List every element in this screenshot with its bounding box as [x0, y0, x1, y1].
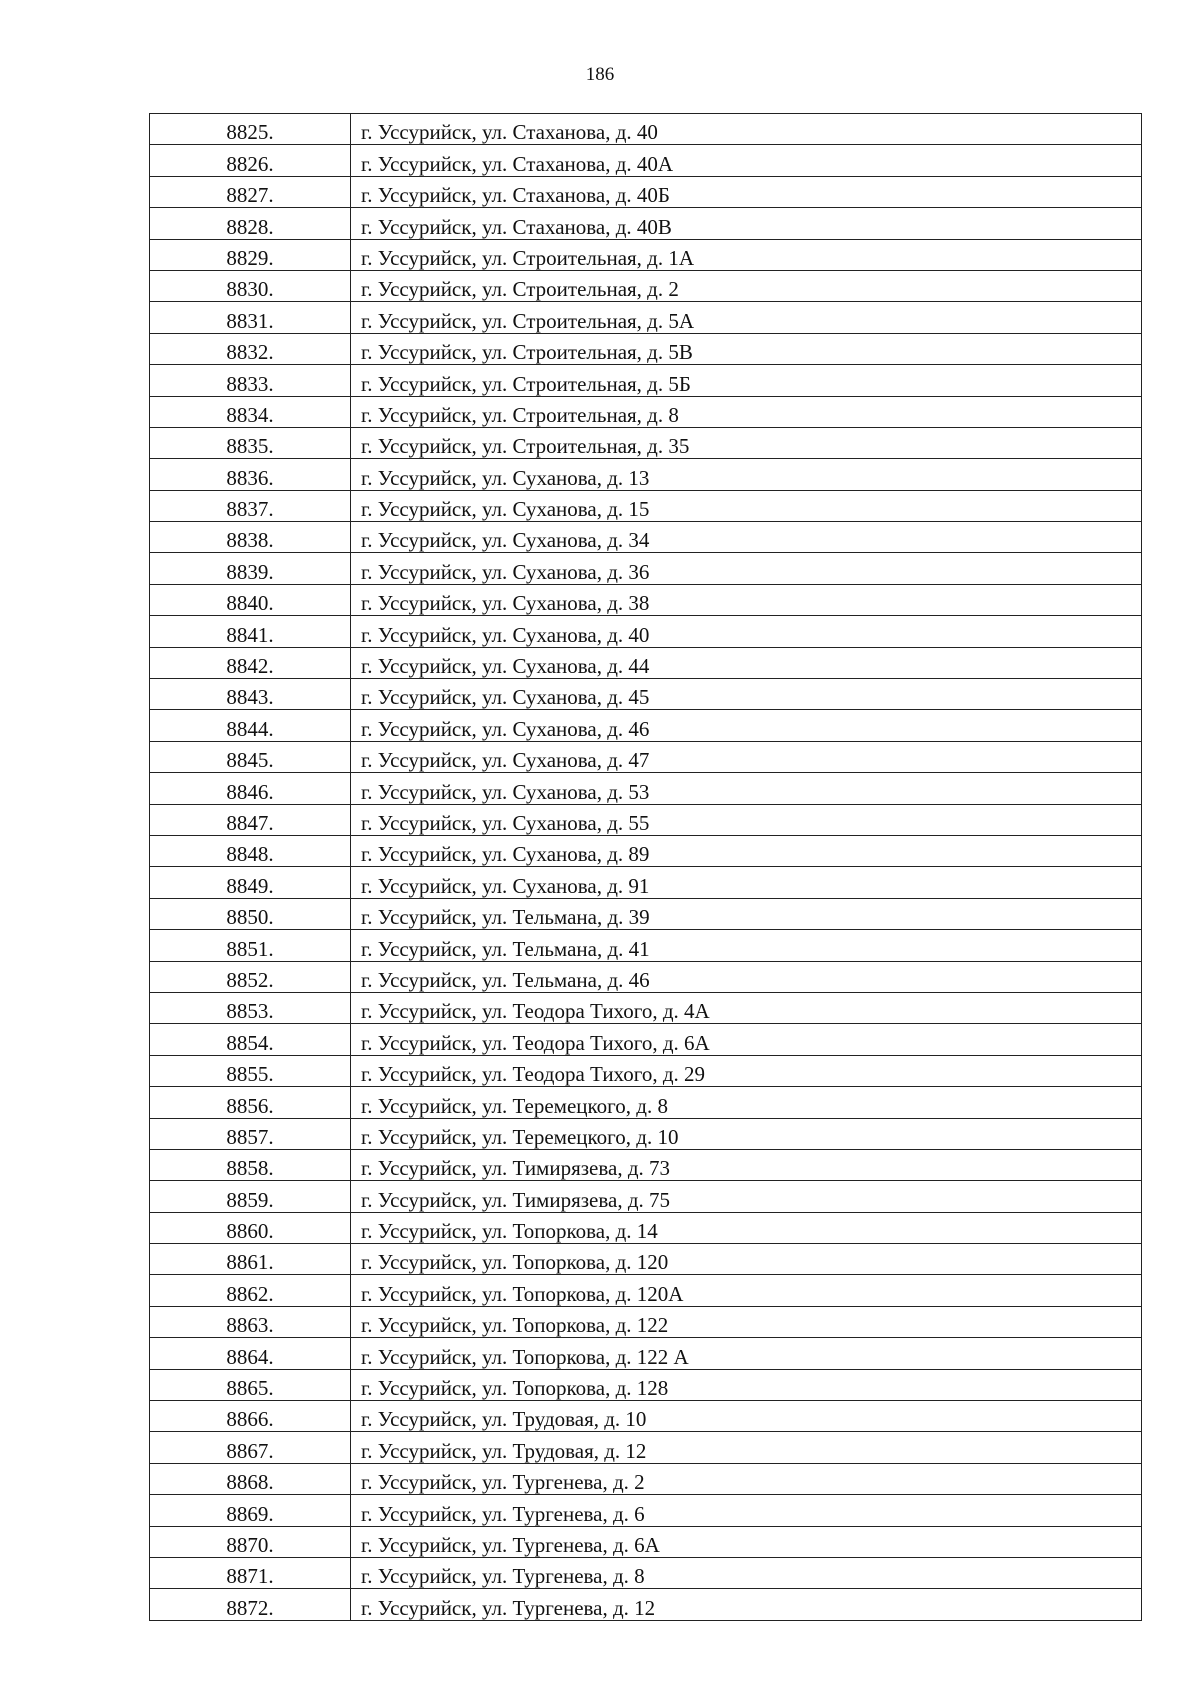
- row-number-cell: 8843.: [150, 679, 351, 710]
- address-cell: г. Уссурийск, ул. Суханова, д. 13: [351, 459, 1142, 490]
- address-cell: г. Уссурийск, ул. Теремецкого, д. 8: [351, 1087, 1142, 1118]
- row-number-cell: 8844.: [150, 710, 351, 741]
- row-number-cell: 8864.: [150, 1338, 351, 1369]
- address-table-body: [150, 114, 1142, 1621]
- table-row: [150, 584, 1142, 615]
- row-number-cell: 8841.: [150, 616, 351, 647]
- table-row: [150, 1495, 1142, 1526]
- address-cell: г. Уссурийск, ул. Суханова, д. 47: [351, 741, 1142, 772]
- table-row: [150, 333, 1142, 364]
- row-number-cell: 8832.: [150, 333, 351, 364]
- table-row: [150, 1557, 1142, 1588]
- table-row: [150, 114, 1142, 145]
- address-cell: г. Уссурийск, ул. Теремецкого, д. 10: [351, 1118, 1142, 1149]
- table-row: [150, 459, 1142, 490]
- address-cell: г. Уссурийск, ул. Тельмана, д. 46: [351, 961, 1142, 992]
- table-row: [150, 647, 1142, 678]
- address-cell: г. Уссурийск, ул. Тургенева, д. 8: [351, 1557, 1142, 1588]
- address-cell: г. Уссурийск, ул. Топоркова, д. 122 А: [351, 1338, 1142, 1369]
- row-number-cell: 8826.: [150, 145, 351, 176]
- row-number-cell: 8833.: [150, 365, 351, 396]
- row-number-cell: 8842.: [150, 647, 351, 678]
- row-number-cell: 8852.: [150, 961, 351, 992]
- address-cell: г. Уссурийск, ул. Суханова, д. 45: [351, 679, 1142, 710]
- address-cell: г. Уссурийск, ул. Суханова, д. 53: [351, 773, 1142, 804]
- table-row: [150, 804, 1142, 835]
- address-cell: г. Уссурийск, ул. Тургенева, д. 6А: [351, 1526, 1142, 1557]
- row-number-cell: 8862.: [150, 1275, 351, 1306]
- table-row: [150, 490, 1142, 521]
- table-row: [150, 992, 1142, 1023]
- row-number-cell: 8839.: [150, 553, 351, 584]
- address-cell: г. Уссурийск, ул. Строительная, д. 1А: [351, 239, 1142, 270]
- table-row: [150, 1212, 1142, 1243]
- table-row: [150, 1024, 1142, 1055]
- row-number-cell: 8834.: [150, 396, 351, 427]
- row-number-cell: 8856.: [150, 1087, 351, 1118]
- table-row: [150, 1401, 1142, 1432]
- row-number-cell: 8836.: [150, 459, 351, 490]
- table-row: [150, 1244, 1142, 1275]
- address-cell: г. Уссурийск, ул. Суханова, д. 36: [351, 553, 1142, 584]
- row-number-cell: 8866.: [150, 1401, 351, 1432]
- address-cell: г. Уссурийск, ул. Тургенева, д. 2: [351, 1463, 1142, 1494]
- row-number-cell: 8846.: [150, 773, 351, 804]
- address-cell: г. Уссурийск, ул. Топоркова, д. 122: [351, 1306, 1142, 1337]
- table-row: [150, 1526, 1142, 1557]
- address-cell: г. Уссурийск, ул. Теодора Тихого, д. 4А: [351, 992, 1142, 1023]
- address-cell: г. Уссурийск, ул. Суханова, д. 44: [351, 647, 1142, 678]
- table-row: [150, 741, 1142, 772]
- row-number-cell: 8872.: [150, 1589, 351, 1620]
- address-cell: г. Уссурийск, ул. Строительная, д. 35: [351, 427, 1142, 458]
- address-cell: г. Уссурийск, ул. Тургенева, д. 6: [351, 1495, 1142, 1526]
- address-cell: г. Уссурийск, ул. Тельмана, д. 41: [351, 930, 1142, 961]
- row-number-cell: 8828.: [150, 208, 351, 239]
- address-cell: г. Уссурийск, ул. Строительная, д. 5В: [351, 333, 1142, 364]
- address-cell: г. Уссурийск, ул. Строительная, д. 2: [351, 270, 1142, 301]
- address-cell: г. Уссурийск, ул. Тимирязева, д. 73: [351, 1149, 1142, 1180]
- table-row: [150, 1181, 1142, 1212]
- row-number-cell: 8861.: [150, 1244, 351, 1275]
- row-number-cell: 8849.: [150, 867, 351, 898]
- table-row: [150, 898, 1142, 929]
- row-number-cell: 8838.: [150, 522, 351, 553]
- address-cell: г. Уссурийск, ул. Теодора Тихого, д. 29: [351, 1055, 1142, 1086]
- address-cell: г. Уссурийск, ул. Строительная, д. 5А: [351, 302, 1142, 333]
- row-number-cell: 8847.: [150, 804, 351, 835]
- table-row: [150, 616, 1142, 647]
- address-cell: г. Уссурийск, ул. Суханова, д. 46: [351, 710, 1142, 741]
- row-number-cell: 8848.: [150, 835, 351, 866]
- table-row: [150, 1432, 1142, 1463]
- table-row: [150, 365, 1142, 396]
- address-cell: г. Уссурийск, ул. Суханова, д. 15: [351, 490, 1142, 521]
- table-row: [150, 835, 1142, 866]
- row-number-cell: 8859.: [150, 1181, 351, 1212]
- address-cell: г. Уссурийск, ул. Трудовая, д. 10: [351, 1401, 1142, 1432]
- row-number-cell: 8840.: [150, 584, 351, 615]
- address-cell: г. Уссурийск, ул. Суханова, д. 38: [351, 584, 1142, 615]
- table-row: [150, 1275, 1142, 1306]
- row-number-cell: 8851.: [150, 930, 351, 961]
- table-row: [150, 522, 1142, 553]
- address-cell: г. Уссурийск, ул. Топоркова, д. 14: [351, 1212, 1142, 1243]
- table-row: [150, 867, 1142, 898]
- table-row: [150, 553, 1142, 584]
- address-cell: г. Уссурийск, ул. Строительная, д. 5Б: [351, 365, 1142, 396]
- row-number-cell: 8857.: [150, 1118, 351, 1149]
- address-cell: г. Уссурийск, ул. Трудовая, д. 12: [351, 1432, 1142, 1463]
- table-row: [150, 1055, 1142, 1086]
- table-row: [150, 208, 1142, 239]
- row-number-cell: 8837.: [150, 490, 351, 521]
- row-number-cell: 8829.: [150, 239, 351, 270]
- row-number-cell: 8825.: [150, 114, 351, 145]
- row-number-cell: 8853.: [150, 992, 351, 1023]
- address-cell: г. Уссурийск, ул. Строительная, д. 8: [351, 396, 1142, 427]
- row-number-cell: 8845.: [150, 741, 351, 772]
- address-cell: г. Уссурийск, ул. Стаханова, д. 40А: [351, 145, 1142, 176]
- table-row: [150, 145, 1142, 176]
- address-cell: г. Уссурийск, ул. Топоркова, д. 120А: [351, 1275, 1142, 1306]
- table-row: [150, 1118, 1142, 1149]
- row-number-cell: 8867.: [150, 1432, 351, 1463]
- row-number-cell: 8827.: [150, 176, 351, 207]
- table-row: [150, 1369, 1142, 1400]
- address-cell: г. Уссурийск, ул. Суханова, д. 55: [351, 804, 1142, 835]
- row-number-cell: 8869.: [150, 1495, 351, 1526]
- address-cell: г. Уссурийск, ул. Суханова, д. 40: [351, 616, 1142, 647]
- row-number-cell: 8860.: [150, 1212, 351, 1243]
- row-number-cell: 8854.: [150, 1024, 351, 1055]
- table-row: [150, 1338, 1142, 1369]
- table-row: [150, 270, 1142, 301]
- table-row: [150, 679, 1142, 710]
- address-cell: г. Уссурийск, ул. Стаханова, д. 40Б: [351, 176, 1142, 207]
- address-cell: г. Уссурийск, ул. Стаханова, д. 40В: [351, 208, 1142, 239]
- address-cell: г. Уссурийск, ул. Тельмана, д. 39: [351, 898, 1142, 929]
- address-table: [149, 113, 1142, 1621]
- table-row: [150, 1589, 1142, 1620]
- table-row: [150, 1149, 1142, 1180]
- address-cell: г. Уссурийск, ул. Стаханова, д. 40: [351, 114, 1142, 145]
- address-cell: г. Уссурийск, ул. Тургенева, д. 12: [351, 1589, 1142, 1620]
- address-cell: г. Уссурийск, ул. Суханова, д. 34: [351, 522, 1142, 553]
- table-row: [150, 1306, 1142, 1337]
- address-cell: г. Уссурийск, ул. Топоркова, д. 128: [351, 1369, 1142, 1400]
- row-number-cell: 8835.: [150, 427, 351, 458]
- row-number-cell: 8831.: [150, 302, 351, 333]
- table-row: [150, 427, 1142, 458]
- address-cell: г. Уссурийск, ул. Теодора Тихого, д. 6А: [351, 1024, 1142, 1055]
- table-row: [150, 773, 1142, 804]
- table-row: [150, 710, 1142, 741]
- row-number-cell: 8870.: [150, 1526, 351, 1557]
- row-number-cell: 8865.: [150, 1369, 351, 1400]
- address-cell: г. Уссурийск, ул. Тимирязева, д. 75: [351, 1181, 1142, 1212]
- address-cell: г. Уссурийск, ул. Топоркова, д. 120: [351, 1244, 1142, 1275]
- table-row: [150, 176, 1142, 207]
- row-number-cell: 8850.: [150, 898, 351, 929]
- row-number-cell: 8830.: [150, 270, 351, 301]
- row-number-cell: 8855.: [150, 1055, 351, 1086]
- table-row: [150, 930, 1142, 961]
- row-number-cell: 8863.: [150, 1306, 351, 1337]
- table-row: [150, 1087, 1142, 1118]
- table-row: [150, 961, 1142, 992]
- row-number-cell: 8871.: [150, 1557, 351, 1588]
- address-cell: г. Уссурийск, ул. Суханова, д. 89: [351, 835, 1142, 866]
- page-number: 186: [585, 64, 615, 85]
- table-row: [150, 396, 1142, 427]
- row-number-cell: 8858.: [150, 1149, 351, 1180]
- address-cell: г. Уссурийск, ул. Суханова, д. 91: [351, 867, 1142, 898]
- table-row: [150, 1463, 1142, 1494]
- table-row: [150, 302, 1142, 333]
- row-number-cell: 8868.: [150, 1463, 351, 1494]
- table-row: [150, 239, 1142, 270]
